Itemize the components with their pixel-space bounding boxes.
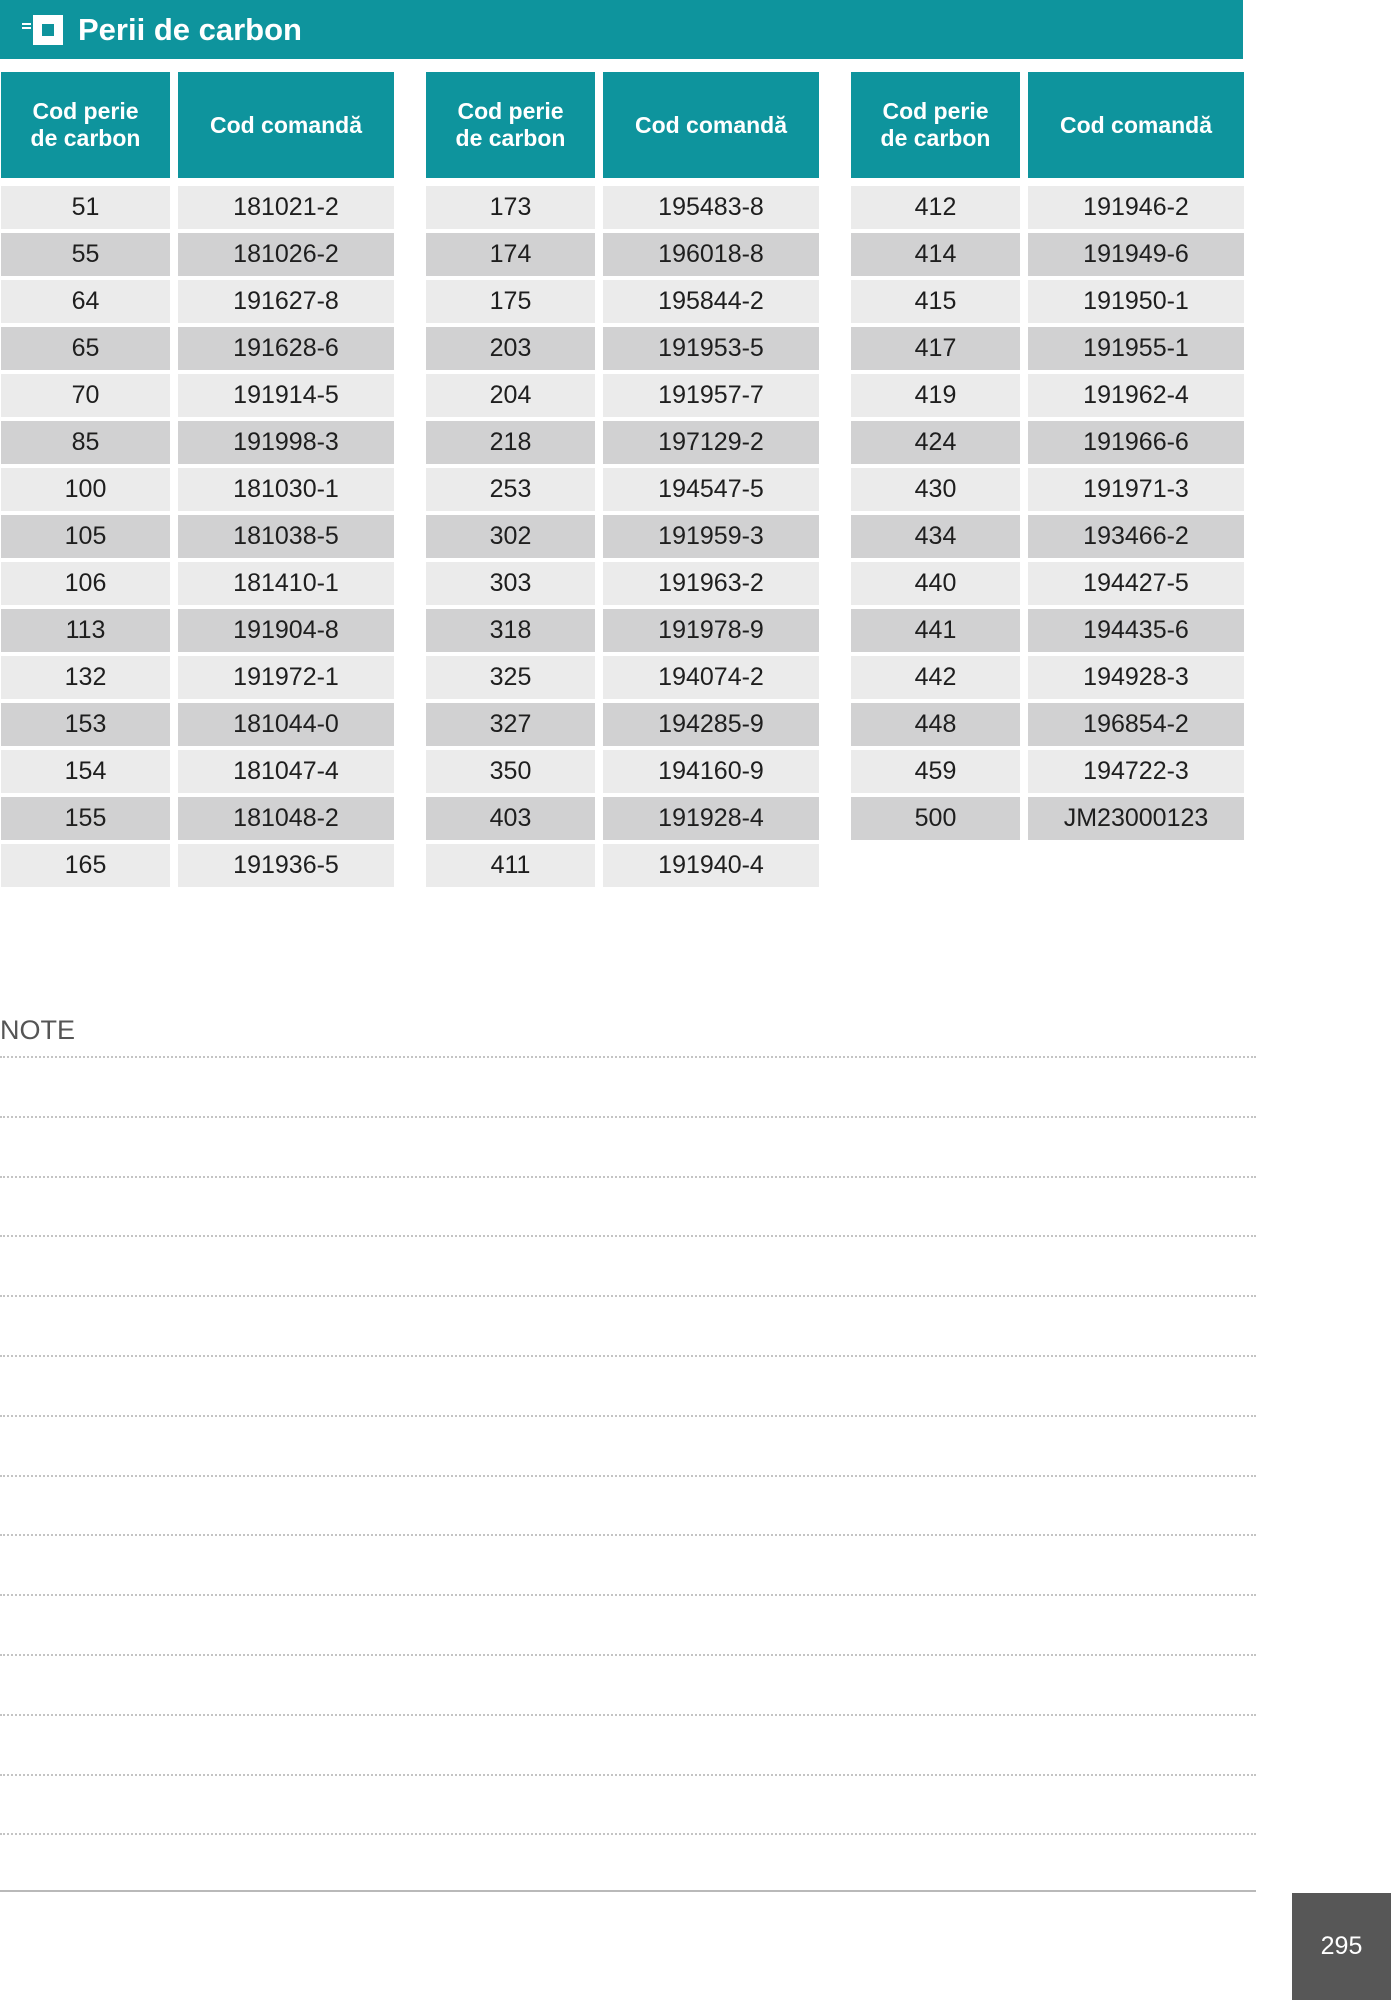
order-code-cell: 194285-9 — [603, 703, 819, 746]
brush-code-cell: 65 — [1, 327, 170, 370]
brush-code-cell: 64 — [1, 280, 170, 323]
column-header-label: Cod perie de carbon — [30, 98, 141, 151]
order-code-cell: 191962-4 — [1028, 374, 1244, 417]
note-line — [0, 1714, 1256, 1716]
brush-code-cell: 327 — [426, 703, 595, 746]
menu-lines-icon — [22, 23, 31, 29]
brush-code-cell: 218 — [426, 421, 595, 464]
order-code-cell: 191978-9 — [603, 609, 819, 652]
order-code-cell: 181410-1 — [178, 562, 394, 605]
order-code-cell: 194160-9 — [603, 750, 819, 793]
brush-code-cell: 325 — [426, 656, 595, 699]
order-code-cell: 181048-2 — [178, 797, 394, 840]
brush-code-cell: 100 — [1, 468, 170, 511]
brush-code-cell: 302 — [426, 515, 595, 558]
order-code-cell: 191959-3 — [603, 515, 819, 558]
column-header-order-code — [603, 72, 819, 178]
column-header-order-code — [178, 72, 394, 178]
brush-code-cell: 500 — [851, 797, 1020, 840]
brush-code-cell: 415 — [851, 280, 1020, 323]
order-code-cell: JM23000123 — [1028, 797, 1244, 840]
page-number-tab — [1292, 1893, 1391, 2000]
brush-code-cell: 403 — [426, 797, 595, 840]
order-code-cell: 181044-0 — [178, 703, 394, 746]
column-header-order-code — [1028, 72, 1244, 178]
brush-code-cell: 434 — [851, 515, 1020, 558]
column-header-label: Cod perie de carbon — [455, 98, 566, 151]
brush-code-cell: 253 — [426, 468, 595, 511]
brush-code-cell: 132 — [1, 656, 170, 699]
brush-code-cell: 204 — [426, 374, 595, 417]
order-code-cell: 191949-6 — [1028, 233, 1244, 276]
brush-code-cell: 441 — [851, 609, 1020, 652]
brush-code-cell: 442 — [851, 656, 1020, 699]
brush-code-cell: 440 — [851, 562, 1020, 605]
order-code-cell: 191966-6 — [1028, 421, 1244, 464]
brush-code-cell: 419 — [851, 374, 1020, 417]
note-line — [0, 1415, 1256, 1417]
order-code-cell: 191627-8 — [178, 280, 394, 323]
column-header-label: Cod perie de carbon — [880, 98, 991, 151]
order-code-cell: 191963-2 — [603, 562, 819, 605]
brush-code-cell: 203 — [426, 327, 595, 370]
order-code-cell: 194427-5 — [1028, 562, 1244, 605]
notes-label: NOTE — [0, 1015, 76, 1045]
brush-code-cell: 424 — [851, 421, 1020, 464]
brush-code-cell: 173 — [426, 186, 595, 229]
order-code-cell: 191628-6 — [178, 327, 394, 370]
column-header-label: Cod comandă — [1059, 111, 1213, 138]
order-code-cell: 194074-2 — [603, 656, 819, 699]
note-line — [0, 1355, 1256, 1357]
order-code-cell: 191972-1 — [178, 656, 394, 699]
order-code-cell: 181047-4 — [178, 750, 394, 793]
note-line — [0, 1295, 1256, 1297]
order-code-cell: 191914-5 — [178, 374, 394, 417]
column-header-brush-code — [1, 72, 170, 178]
order-code-cell: 191953-5 — [603, 327, 819, 370]
brush-code-cell: 70 — [1, 374, 170, 417]
order-code-cell: 191957-7 — [603, 374, 819, 417]
note-line — [0, 1116, 1256, 1118]
order-code-cell: 191940-4 — [603, 844, 819, 887]
brush-code-cell: 417 — [851, 327, 1020, 370]
order-code-cell: 194928-3 — [1028, 656, 1244, 699]
order-code-cell: 194722-3 — [1028, 750, 1244, 793]
section-title-bar — [0, 0, 1243, 59]
brush-code-cell: 412 — [851, 186, 1020, 229]
order-code-cell: 194435-6 — [1028, 609, 1244, 652]
order-code-cell: 191971-3 — [1028, 468, 1244, 511]
brush-code-cell: 175 — [426, 280, 595, 323]
brush-code-cell: 448 — [851, 703, 1020, 746]
square-bullet-icon — [33, 15, 63, 45]
order-code-cell: 195844-2 — [603, 280, 819, 323]
column-header-label: Cod comandă — [634, 111, 788, 138]
note-line — [0, 1056, 1256, 1058]
order-code-cell: 193466-2 — [1028, 515, 1244, 558]
order-code-cell: 191998-3 — [178, 421, 394, 464]
brush-code-cell: 165 — [1, 844, 170, 887]
order-code-cell: 196018-8 — [603, 233, 819, 276]
brush-code-cell: 174 — [426, 233, 595, 276]
brush-code-cell: 154 — [1, 750, 170, 793]
order-code-cell: 191928-4 — [603, 797, 819, 840]
order-code-cell: 191936-5 — [178, 844, 394, 887]
order-code-cell: 181021-2 — [178, 186, 394, 229]
column-header-brush-code — [426, 72, 595, 178]
order-code-cell: 194547-5 — [603, 468, 819, 511]
brush-code-cell: 459 — [851, 750, 1020, 793]
order-code-cell: 191950-1 — [1028, 280, 1244, 323]
order-code-cell: 195483-8 — [603, 186, 819, 229]
note-line — [0, 1833, 1256, 1835]
brush-code-cell: 350 — [426, 750, 595, 793]
bottom-divider — [0, 1890, 1256, 1892]
note-line — [0, 1594, 1256, 1596]
column-header-brush-code — [851, 72, 1020, 178]
brush-code-cell: 318 — [426, 609, 595, 652]
brush-code-cell: 153 — [1, 703, 170, 746]
note-line — [0, 1235, 1256, 1237]
brush-code-cell: 105 — [1, 515, 170, 558]
brush-code-cell: 303 — [426, 562, 595, 605]
brush-code-cell: 414 — [851, 233, 1020, 276]
brush-code-cell: 85 — [1, 421, 170, 464]
page-title: Perii de carbon — [78, 12, 302, 47]
brush-code-cell: 113 — [1, 609, 170, 652]
brush-code-cell: 106 — [1, 562, 170, 605]
note-line — [0, 1654, 1256, 1656]
order-code-cell: 196854-2 — [1028, 703, 1244, 746]
brush-code-cell: 411 — [426, 844, 595, 887]
order-code-cell: 181030-1 — [178, 468, 394, 511]
column-header-label: Cod comandă — [209, 111, 363, 138]
page-number: 295 — [1320, 1932, 1363, 1960]
note-line — [0, 1176, 1256, 1178]
brush-code-cell: 55 — [1, 233, 170, 276]
order-code-cell: 191904-8 — [178, 609, 394, 652]
note-line — [0, 1774, 1256, 1776]
note-line — [0, 1475, 1256, 1477]
note-line — [0, 1534, 1256, 1536]
order-code-cell: 181026-2 — [178, 233, 394, 276]
brush-code-cell: 51 — [1, 186, 170, 229]
order-code-cell: 197129-2 — [603, 421, 819, 464]
order-code-cell: 191955-1 — [1028, 327, 1244, 370]
order-code-cell: 191946-2 — [1028, 186, 1244, 229]
brush-code-cell: 155 — [1, 797, 170, 840]
order-code-cell: 181038-5 — [178, 515, 394, 558]
brush-code-cell: 430 — [851, 468, 1020, 511]
